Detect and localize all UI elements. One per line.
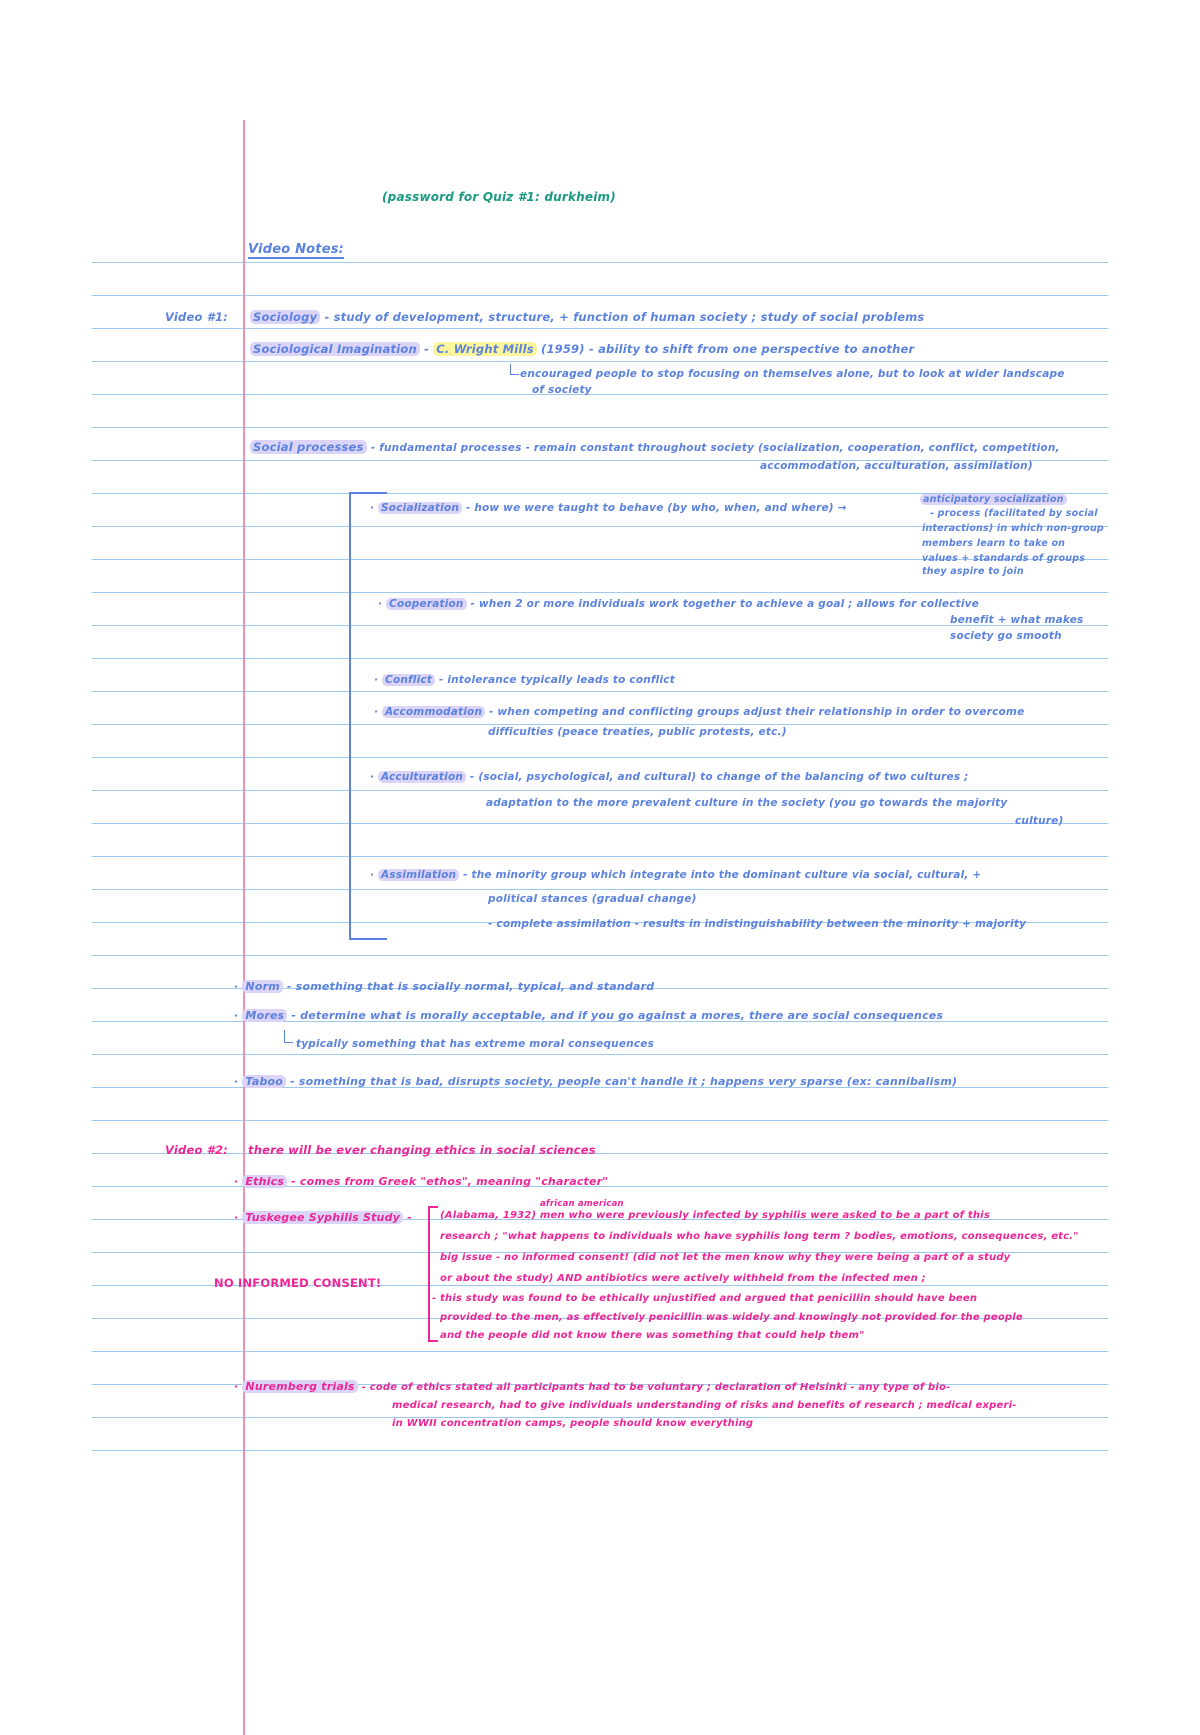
sociology-line xyxy=(250,310,924,324)
tuskegee-text-1: (Alabama, 1932) men who were previously infected by syphilis were asked to be a part of this xyxy=(440,1210,990,1221)
tuskegee-dash: - xyxy=(407,1211,412,1224)
processes-line xyxy=(250,440,1060,454)
video-1-label: Video #1: xyxy=(165,310,228,324)
anticipatory-def-4: values + standards of groups xyxy=(922,553,1086,564)
norm-line: · Norm - something that is socially normal, typical, and standard xyxy=(234,980,655,993)
socialization-def: - how we were taught to behave (by who, when, and where) → xyxy=(465,502,847,514)
taboo-def: - something that is bad, disrupts society, people can't handle it ; happens very sparse (ex: cannibalism) xyxy=(290,1075,958,1088)
nuremberg-line: · Nuremberg trials - code of ethics stated all participants had to be voluntary ; declaration of Helsinki - any type of bio- xyxy=(234,1380,951,1393)
acculturation-term: Acculturation xyxy=(378,771,466,783)
tuskegee-text-2: research ; "what happens to individuals who have syphilis long term ? bodies, emotions, consequences, etc." xyxy=(440,1231,1079,1242)
socialization-line: · Socialization - how we were taught to behave (by who, when, and where) → xyxy=(370,502,847,514)
cooperation-def-1: - when 2 or more individuals work together to achieve a goal ; allows for collective xyxy=(470,598,980,610)
anticipatory-def-5: they aspire to join xyxy=(922,566,1024,577)
tuskegee-term: Tuskegee Syphilis Study xyxy=(242,1211,403,1224)
norm-def: - something that is socially normal, typical, and standard xyxy=(286,980,655,993)
sociology-def: - study of development, structure, + function of human society ; study of social problems xyxy=(324,310,925,324)
tuskegee-bracket xyxy=(428,1206,438,1342)
ethics-line: · Ethics - comes from Greek "ethos", meaning "character" xyxy=(234,1175,609,1188)
password-note: (password for Quiz #1: durkheim) xyxy=(382,190,616,204)
nuremberg-def-2: medical research, had to give individuals understanding of risks and benefits of research ; medical experi- xyxy=(392,1400,1017,1411)
conflict-term: Conflict xyxy=(382,674,435,686)
assimilation-def-3: - complete assimilation - results in indistinguishability between the minority + majority xyxy=(488,918,1027,930)
conflict-def: - intolerance typically leads to conflict xyxy=(438,674,675,686)
imagination-sep: - xyxy=(424,342,430,356)
anticipatory-def-3: members learn to take on xyxy=(922,538,1066,549)
arrow-icon xyxy=(284,1030,293,1043)
mores-line: · Mores - determine what is morally acceptable, and if you go against a mores, there are social consequences xyxy=(234,1009,944,1022)
anticipatory-term: anticipatory socialization xyxy=(920,494,1067,505)
mores-note: typically something that has extreme moral consequences xyxy=(296,1038,655,1050)
tuskegee-text-7: and the people did not know there was something that could help them" xyxy=(440,1330,865,1341)
tuskegee-text-4: or about the study) AND antibiotics were actively withheld from the infected men ; xyxy=(440,1273,926,1284)
processes-def-2: accommodation, acculturation, assimilation) xyxy=(760,460,1033,472)
imagination-note-1: encouraged people to stop focusing on themselves alone, but to look at wider landscape xyxy=(520,368,1065,380)
ethics-def: - comes from Greek "ethos", meaning "character" xyxy=(291,1175,609,1188)
processes-def-1: - fundamental processes - remain constant throughout society (socialization, cooperation, conflict, competition, xyxy=(370,442,1060,454)
taboo-term: Taboo xyxy=(242,1075,286,1088)
video-2-intro: there will be ever changing ethics in social sciences xyxy=(248,1143,596,1157)
anticipatory-line xyxy=(920,494,1067,505)
cooperation-term: Cooperation xyxy=(386,598,467,610)
imagination-note-2: of society xyxy=(532,384,592,396)
imagination-line xyxy=(250,342,914,356)
imagination-author: C. Wright Mills xyxy=(433,342,536,356)
assimilation-line: · Assimilation - the minority group which integrate into the dominant culture via social, cultural, + xyxy=(370,869,982,881)
no-consent-note: NO INFORMED CONSENT! xyxy=(214,1276,382,1290)
acculturation-def-1: - (social, psychological, and cultural) to change of the balancing of two cultures ; xyxy=(469,771,969,783)
nuremberg-def-1: - code of ethics stated all participants had to be voluntary ; declaration of Helsinki - any type of bio- xyxy=(361,1382,951,1393)
page-title: Video Notes: xyxy=(248,242,345,257)
tuskegee-text-6: provided to the men, as effectively penicillin was widely and knowingly not provided for the people xyxy=(440,1312,1023,1323)
tuskegee-text-3: big issue - no informed consent! (did not let the men know why they were being a part of a study xyxy=(440,1252,1011,1263)
assimilation-term: Assimilation xyxy=(378,869,459,881)
imagination-def: (1959) - ability to shift from one perspective to another xyxy=(540,342,915,356)
acculturation-def-3: culture) xyxy=(1015,815,1064,827)
tuskegee-text-5: - this study was found to be ethically unjustified and argued that penicillin should have been xyxy=(432,1293,978,1304)
mores-term: Mores xyxy=(242,1009,287,1022)
socialization-term: Socialization xyxy=(378,502,462,514)
conflict-line: · Conflict - intolerance typically leads to conflict xyxy=(374,674,675,686)
nuremberg-term: Nuremberg trials xyxy=(242,1380,357,1393)
anticipatory-def-1: - process (facilitated by social xyxy=(930,508,1098,519)
anticipatory-def-2: interactions) in which non-group xyxy=(922,523,1104,534)
assimilation-def-2: political stances (gradual change) xyxy=(488,893,697,905)
cooperation-line: · Cooperation - when 2 or more individuals work together to achieve a goal ; allows for collective xyxy=(378,598,980,610)
cooperation-def-3: society go smooth xyxy=(950,630,1062,642)
video-2-label: Video #2: xyxy=(165,1143,228,1157)
accommodation-term: Accommodation xyxy=(382,706,485,718)
acculturation-line: · Acculturation - (social, psychological, and cultural) to change of the balancing of two cultures ; xyxy=(370,771,969,783)
tuskegee-annotation: african american xyxy=(540,1199,624,1209)
arrow-icon xyxy=(510,364,519,375)
accommodation-def-2: difficulties (peace treaties, public protests, etc.) xyxy=(488,726,787,738)
taboo-line: · Taboo - something that is bad, disrupts society, people can't handle it ; happens very sparse (ex: cannibalism) xyxy=(234,1075,958,1088)
sociology-term: Sociology xyxy=(250,310,320,324)
imagination-term: Sociological Imagination xyxy=(250,342,420,356)
ethics-term: Ethics xyxy=(242,1175,287,1188)
accommodation-line: · Accommodation - when competing and conflicting groups adjust their relationship in order to overcome xyxy=(374,706,1025,718)
margin-line xyxy=(243,120,245,1735)
nuremberg-def-3: in WWII concentration camps, people should know everything xyxy=(392,1418,754,1429)
norm-term: Norm xyxy=(242,980,282,993)
processes-term: Social processes xyxy=(250,440,367,454)
mores-def: - determine what is morally acceptable, and if you go against a mores, there are social consequences xyxy=(291,1009,944,1022)
acculturation-def-2: adaptation to the more prevalent culture in the society (you go towards the majority xyxy=(486,797,1008,809)
accommodation-def-1: - when competing and conflicting groups adjust their relationship in order to overcome xyxy=(488,706,1025,718)
assimilation-def-1: - the minority group which integrate into the dominant culture via social, cultural, + xyxy=(463,869,982,881)
tuskegee-line: · Tuskegee Syphilis Study - xyxy=(234,1211,412,1224)
cooperation-def-2: benefit + what makes xyxy=(950,614,1084,626)
